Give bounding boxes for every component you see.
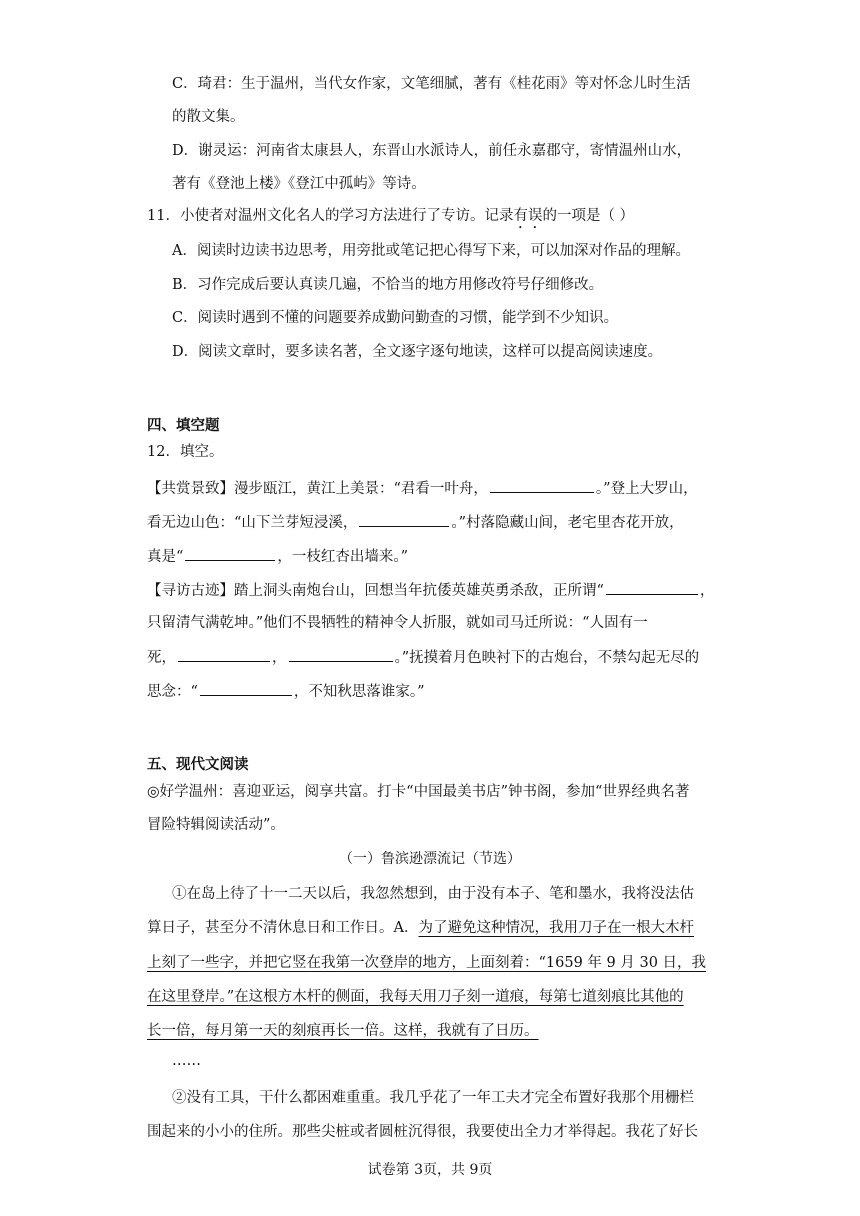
underlined-sentence-a-part4: 长一倍，每月第一天的刻痕再长一倍。这样，我就有了日历。 [147, 1023, 539, 1039]
fill-line-1-a: 【共赏景致】漫步瓯江，黄江上美景：“君看一叶舟， [147, 481, 488, 497]
q10-option-d-line2: 著有《登池上楼》《登江中孤屿》等诗。 [172, 176, 426, 192]
q11-option-b: B．习作完成后要认真读几遍，不恰当的地方用修改符号仔细修改。 [172, 277, 604, 293]
fill-line-4-b: ， [699, 583, 715, 599]
answer-blank-2[interactable] [359, 512, 449, 527]
q11-option-d: D．阅读文章时，要多读名著，全文逐字逐句地读，这样可以提高阅读速度。 [172, 344, 663, 360]
fill-line-7-a: 思念：“ [147, 684, 198, 700]
answer-blank-3[interactable] [185, 546, 275, 561]
underlined-sentence-a-part3: 在这里登岸。”在这根方木杆的侧面，我每天用刀子刻一道痕，每第七道刻痕比其他的 [147, 989, 684, 1005]
passage-p1-line2-text: 算日子，甚至分不清休息日和工作日。A． [147, 920, 419, 936]
fill-line-3-a: 真是“ [147, 549, 184, 565]
q11-stem [147, 206, 634, 232]
underlined-sentence-a-part1: 为了避免这种情况，我用刀子在一根大木杆 [418, 920, 694, 936]
passage-p2-line2: 围起来的小小的住所。那些尖桩或者圆桩沉得很，我要使出全力才举得起。我花了好长 [147, 1124, 698, 1140]
passage-p1-line2 [147, 918, 694, 938]
passage-p2-line1: ②没有工具，干什么都困难重重。我几乎花了一年工夫才完全布置好我那个用栅栏 [172, 1090, 694, 1106]
q11-stem-emphasis: 有误 [513, 208, 543, 224]
q10-option-c-line1: C．琦君：生于温州，当代女作家，文笔细腻，著有《桂花雨》等对怀念儿时生活 [172, 76, 691, 92]
section4-title: 四、填空题 [147, 418, 220, 434]
fill-line-5: 只留清气满乾坤。”他们不畏牺牲的精神令人折服，就如司马迁所说：“人固有一 [147, 615, 648, 631]
passage-p1-line1: ①在岛上待了十一二天以后，我忽然想到，由于没有本子、笔和墨水，我将没法估 [172, 886, 694, 902]
answer-blank-7[interactable] [200, 681, 292, 696]
fill-line-6-a: 死， [147, 650, 176, 666]
q10-option-c-line2: 的散文集。 [172, 109, 245, 125]
q11-stem-part1: 11．小使者对温州文化名人的学习方法进行了专访。记录 [147, 208, 514, 224]
passage-ellipsis: …… [172, 1053, 201, 1069]
underlined-sentence-a-part2: 上刻了一些字，并把它竖在我第一次登岸的地方，上面刻着：“1659 年 9 月 30 日，我 [147, 955, 707, 971]
answer-blank-4[interactable] [606, 580, 698, 595]
fill-line-1 [147, 478, 698, 499]
fill-line-3-b: ，一枝红杏出墙来。” [277, 549, 409, 565]
passage-title: （一）鲁滨逊漂流记（节选） [339, 851, 521, 867]
fill-line-6 [147, 647, 699, 668]
q11-option-a: A．阅读时边读书边思考，用旁批或笔记把心得写下来，可以加深对作品的理解。 [172, 243, 690, 259]
fill-line-6-b: ， [272, 650, 287, 666]
q10-option-d-line1: D．谢灵运：河南省太康县人，东晋山水派诗人，前任永嘉郡守，寄情温州山水， [172, 143, 692, 159]
page-footer: 试卷第 3页，共 9页 [367, 1162, 493, 1178]
fill-line-2-a: 看无边山色：“山下兰芽短浸溪， [147, 515, 358, 531]
q11-option-c: C．阅读时遇到不懂的问题要养成勤问勤查的习惯，能学到不少知识。 [172, 310, 619, 326]
section5-title: 五、现代文阅读 [147, 757, 249, 773]
fill-line-7-b: ，不知秋思落谁家。” [293, 684, 425, 700]
fill-line-1-b: 。”登上大罗山， [595, 481, 698, 497]
section5-intro-line2: 冒险特辑阅读活动”。 [147, 817, 285, 833]
fill-line-4-a: 【寻访古迹】踏上洞头南炮台山，回想当年抗倭英雄英勇杀敌，正所谓“ [147, 583, 604, 599]
answer-blank-6[interactable] [289, 647, 393, 662]
fill-line-6-c: 。”抚摸着月色映衬下的古炮台，不禁勾起无尽的 [394, 650, 700, 666]
fill-line-2-b: 。”村落隐藏山间，老宅里杏花开放， [451, 515, 684, 531]
q11-stem-part2: 的一项是（ ） [542, 208, 635, 224]
fill-line-2 [147, 512, 684, 533]
fill-line-3 [147, 546, 408, 567]
fill-line-4 [147, 580, 714, 601]
answer-blank-5[interactable] [178, 647, 270, 662]
fill-line-7 [147, 681, 425, 702]
answer-blank-1[interactable] [490, 478, 594, 493]
section5-intro-line1: ◎好学温州：喜迎亚运，阅享共富。打卡“中国最美书店”钟书阁，参加“世界经典名著 [147, 784, 690, 800]
q12-stem: 12．填空。 [147, 444, 224, 460]
